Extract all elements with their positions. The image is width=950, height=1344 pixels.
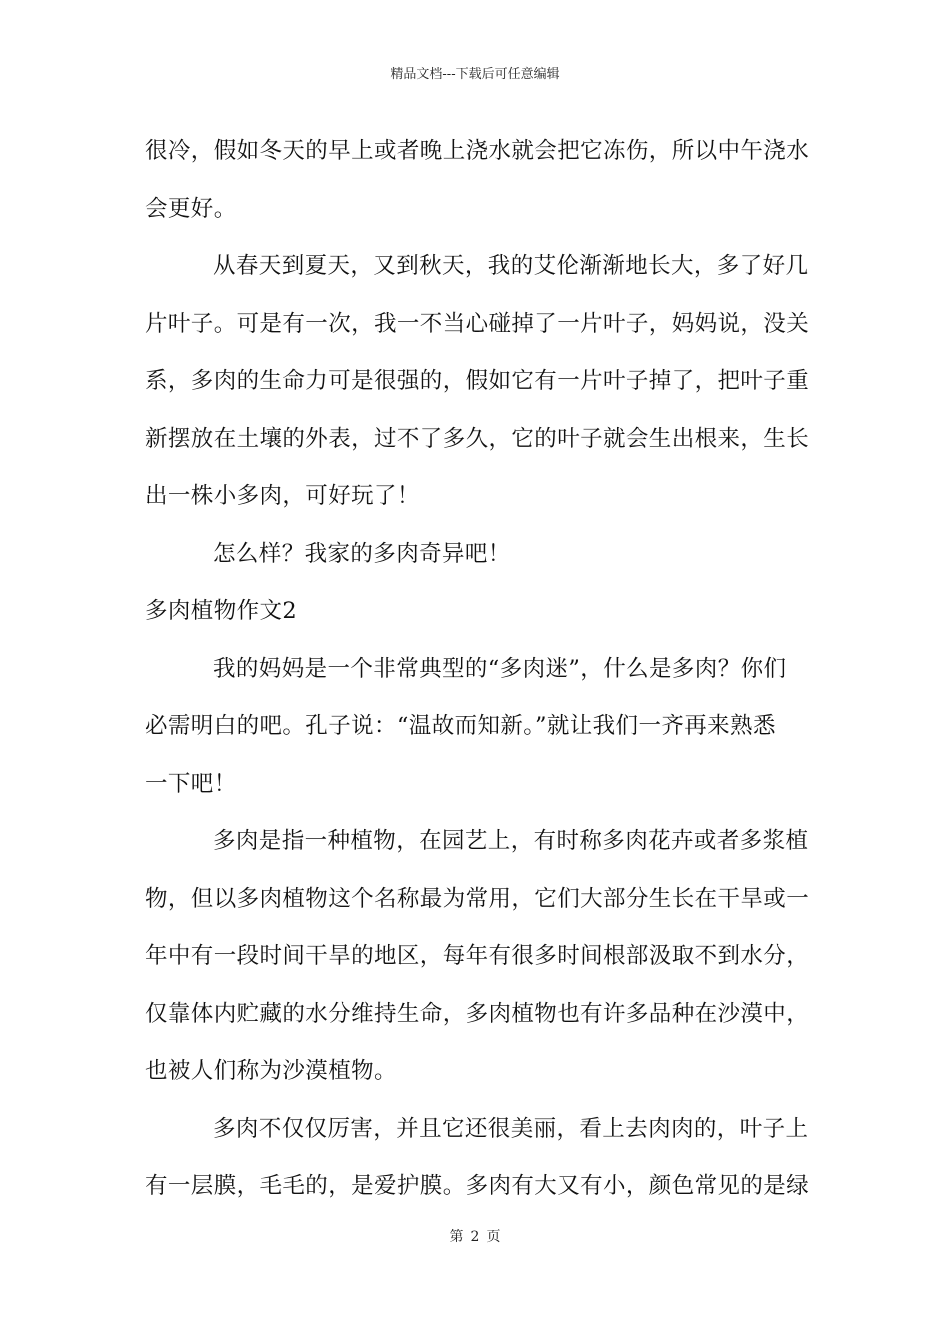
page-label-prefix: 第 xyxy=(449,1229,464,1245)
page-label-suffix: 页 xyxy=(486,1229,501,1245)
text-line: 物，但以多肉植物这个名称最为常用，它们大部分生长在干旱或一 xyxy=(145,885,810,912)
page-header: 精品文档---下载后可任意编辑 xyxy=(390,67,560,82)
page-number: 2 xyxy=(470,1229,480,1245)
text-line: 多肉是指一种植物，在园艺上，有时称多肉花卉或者多浆植 xyxy=(213,828,809,854)
page-footer xyxy=(0,1228,950,1246)
text-line: 仅靠体内贮藏的水分维持生命，多肉植物也有许多品种在沙漠中， xyxy=(145,1000,810,1027)
text-line: 系，多肉的生命力可是很强的，假如它有一片叶子掉了，把叶子重 xyxy=(145,368,810,394)
document-body xyxy=(145,130,810,1223)
text-line: 有一层膜，毛毛的，是爱护膜。多肉有大又有小，颜色常见的是绿 xyxy=(145,1173,810,1199)
text-line: 从春天到夏天，又到秋天，我的艾伦渐渐地长大，多了好几 xyxy=(213,253,809,279)
text-line: 很冷，假如冬天的早上或者晚上浇水就会把它冻伤，所以中午浇水 xyxy=(145,138,810,164)
text-line: 新摆放在土壤的外表，过不了多久，它的叶子就会生出根来，生长 xyxy=(145,425,810,452)
text-line: 也被人们称为沙漠植物。 xyxy=(145,1058,397,1084)
text-line: 出一株小多肉，可好玩了！ xyxy=(145,483,420,509)
text-line: 片叶子。可是有一次，我一不当心碰掉了一片叶子，妈妈说，没关 xyxy=(145,310,810,337)
text-line: 必需明白的吧。孔子说：“温故而知新。”就让我们一齐再来熟悉 xyxy=(145,713,776,739)
text-line: 年中有一段时间干旱的地区，每年有很多时间根部汲取不到水分， xyxy=(145,943,810,969)
text-line: 多肉不仅仅厉害，并且它还很美丽，看上去肉肉的，叶子上 xyxy=(213,1115,809,1142)
section-heading: 多肉植物作文2 xyxy=(145,598,298,624)
text-line: 一下吧！ xyxy=(145,770,237,797)
text-line: 会更好。 xyxy=(145,195,237,222)
text-line: 我的妈妈是一个非常典型的“多肉迷”，什么是多肉？你们 xyxy=(213,655,787,682)
text-line: 怎么样？我家的多肉奇异吧！ xyxy=(213,540,511,567)
